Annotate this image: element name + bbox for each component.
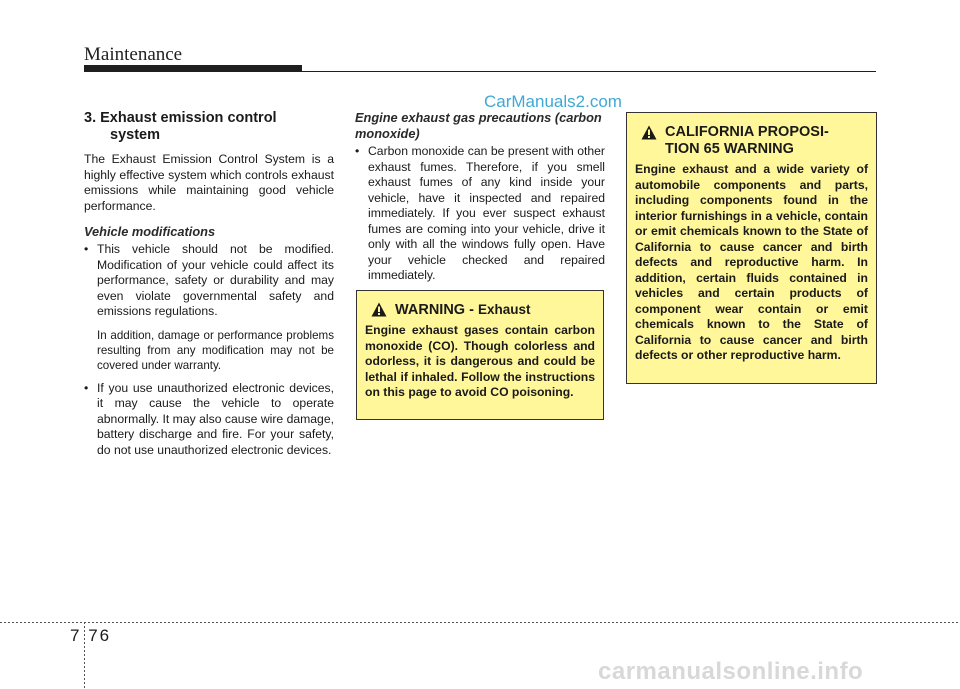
header-rule: [302, 71, 876, 72]
header-bar: [84, 65, 302, 72]
intro-paragraph: The Exhaust Emission Control System is a highly effective system which controls exhaust emissions while maintaining good vehicle performance.: [84, 152, 334, 213]
chapter-number: 7: [70, 626, 82, 645]
bullet-item: [84, 242, 334, 320]
california-title-line2: TION 65 WARNING: [665, 141, 794, 157]
footer-rule: [0, 622, 960, 623]
watermark-top[interactable]: CarManuals2.com: [484, 92, 622, 111]
bullet-dot-icon: •: [84, 380, 89, 395]
bullet-text: This vehicle should not be modified. Modification of your vehicle could affect its performance, safety or durability and may even violate governmental safety and emissions regulations.: [97, 242, 334, 318]
bullet-dot-icon: •: [355, 144, 360, 158]
bullet-dot-icon: •: [84, 242, 89, 256]
section-heading-line2: system: [110, 127, 160, 143]
warning-text: Engine exhaust gases contain carbon monoxide (CO). Though colorless and odorless, it is dangerous and could be lethal if inhaled. Follow the instructions on this page to avoid CO poisoning.: [365, 323, 595, 399]
bullet-continuation: In addition, damage or performance problems resulting from any modification may not be covered under warranty.: [97, 328, 334, 372]
california-prop65-box: [626, 112, 877, 384]
subheading-exhaust-precautions: Engine exhaust gas precautions (carbon monoxide): [355, 110, 602, 141]
california-title-line1: CALIFORNIA PROPOSI-: [665, 124, 829, 140]
bullet-item: [355, 144, 605, 284]
bullet-text: If you use unauthorized electronic devices, it may cause the vehicle to operate abnormally. It may also cause wire damage, battery discharge and fire. For your safety, do not use unauthorized electronic devices.: [97, 380, 334, 457]
warning-title-main: WARNING -: [395, 302, 478, 318]
section-heading: [84, 110, 334, 144]
subheading-vehicle-modifications: Vehicle modifications: [84, 224, 216, 239]
section-title: Maintenance: [84, 44, 183, 65]
page-number: [70, 626, 111, 646]
california-title: [641, 124, 868, 141]
bullet-item: [84, 381, 334, 459]
warning-title: [371, 301, 595, 319]
warning-box-exhaust: [356, 290, 604, 420]
warning-triangle-icon: [371, 302, 387, 317]
warning-triangle-icon: [641, 125, 657, 140]
bullet-text: Carbon monoxide can be present with other exhaust fumes. Therefore, if you smell exhaust fumes of any kind inside your vehicle, have it inspected and repaired immediately. If you ever suspect exhaust fumes are coming into your vehicle, drive it only with all the windows fully open. Have your vehicle checked and repaired immediately.: [368, 144, 605, 282]
left-column: [84, 110, 334, 458]
middle-column: [355, 110, 605, 284]
page-number-value: 76: [88, 626, 112, 645]
watermark-bottom[interactable]: carmanualsonline.info: [598, 658, 864, 685]
california-title-line2-wrap: [641, 141, 868, 158]
warning-title-sub: Exhaust: [477, 302, 531, 317]
section-heading-line1: 3. Exhaust emission control: [84, 110, 277, 126]
california-text: Engine exhaust and a wide variety of automobile components and parts, including components found in the interior furnishings in a vehicle, contain or emit chemicals known to the State of California to cause cancer and birth defects and reproductive harm. In addition, certain fluids contained in vehicles and certain products of component wear contain or emit chemicals known to the State of California to cause cancer and birth defects or other reproductive harm.: [635, 162, 868, 362]
